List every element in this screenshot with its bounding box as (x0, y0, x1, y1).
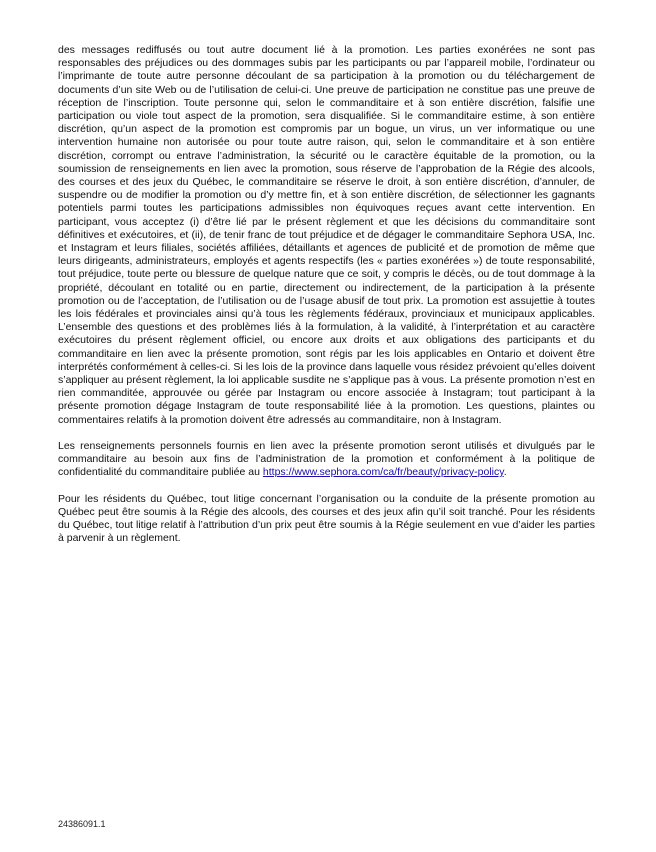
privacy-text-end: . (503, 466, 507, 479)
document-body (58, 44, 595, 558)
privacy-policy-link[interactable]: https://www.sephora.com/ca/fr/beauty/privacy-policy (262, 466, 504, 479)
quebec-paragraph: Pour les résidents du Québec, tout litige concernant l’organisation ou la conduite de la présente promotion au Québec peut être soumis à la Régie des alcools, des courses et des jeux afin qu’il soit tranché. Pour les résidents du Québec, tout litige relatif à l’attribution d’un prix peut être soumis à la Régie seulement en vue d’aider les parties à parvenir à un règlement. (58, 492, 595, 545)
document-id: 24386091.1 (58, 819, 106, 829)
privacy-text: Les renseignements personnels fournis en lien avec la présente promotion seront utilisés et divulgués par le commanditaire au besoin aux fins de l’administration de la promotion et conformément à la politique de confidentialité du commanditaire publiée au (58, 439, 595, 479)
liability-paragraph: des messages rediffusés ou tout autre document lié à la promotion. Les parties exonérées ne sont pas responsables des préjudices ou des dommages subis par les participants ou par l’appareil mobile, l’ordinateur ou l’imprimante de toute autre personne découlant de sa participation à la promotion ou du téléchargement de documents d’un site Web ou de l’utilisation de celui-ci. Une preuve de participation ne constitue pas une preuve de réception de l’inscription. Toute personne qui, selon le commanditaire et à son entière discrétion, falsifie une participation ou viole tout aspect de la promotion, sera disqualifiée. Si le commanditaire estime, à son entière discrétion, qu’un aspect de la promotion est compromis par un bogue, un virus, un ver informatique ou une intervention humaine non autorisée ou pour toute autre raison, qui, selon le commanditaire et à son entière discrétion, corrompt ou entrave l’administration, la sécurité ou le caractère équitable de la promotion, ou la soumission de renseignements en lien avec la promotion, sous réserve de l’approbation de la Régie des alcools, des courses et des jeux du Québec, le commanditaire se réserve le droit, à son entière discrétion, d’annuler, de suspendre ou de modifier la promotion ou d’y mettre fin, et à son entière discrétion, de sélectionner les gagnants potentiels parmi toutes les participations admissibles non équivoques reçues avant cette intervention. En participant, vous acceptez (i) d’être lié par le présent règlement et que les décisions du commanditaire sont définitives et exécutoires, et (ii), de tenir franc de tout préjudice et de dégager le commanditaire Sephora USA, Inc. et Instagram et leurs filiales, sociétés affiliées, détaillants et agences de publicité et de promotion de même que leurs dirigeants, administrateurs, employés et agents respectifs (les « parties exonérées ») de toute responsabilité, tout préjudice, toute perte ou blessure de quelque nature que ce soit, y compris le décès, ou de tout dommage à la propriété, découlant en totalité ou en partie, directement ou indirectement, de la participation à la présente promotion ou de l’acceptation, de l’utilisation ou de l’usage abusif de tout prix. La promotion est assujettie à toutes les lois fédérales et provinciales ainsi qu’à tous les règlements fédéraux, provinciaux et municipaux applicables. L’ensemble des questions et des problèmes liés à la formulation, à la validité, à l’interprétation et au caractère exécutoires du présent règlement officiel, ou encore aux droits et aux obligations des participants et du commanditaire en lien avec la présente promotion, sont régis par les lois applicables en Ontario et doivent être interprétés conformément à celles-ci. Si les lois de la province dans laquelle vous résidez prévoient qu’elles doivent s’appliquer au présent règlement, la loi applicable susdite ne s’applique pas à vous. La présente promotion n’est en rien commanditée, approuvée ou gérée par Instagram ou encore associée à Instagram; tout participant à la présente promotion dégage Instagram de toute responsabilité liée à la promotion. Les questions, plaintes ou commentaires relatifs à la promotion doivent être adressés au commanditaire, non à Instagram. (58, 44, 595, 426)
privacy-paragraph (58, 440, 595, 480)
